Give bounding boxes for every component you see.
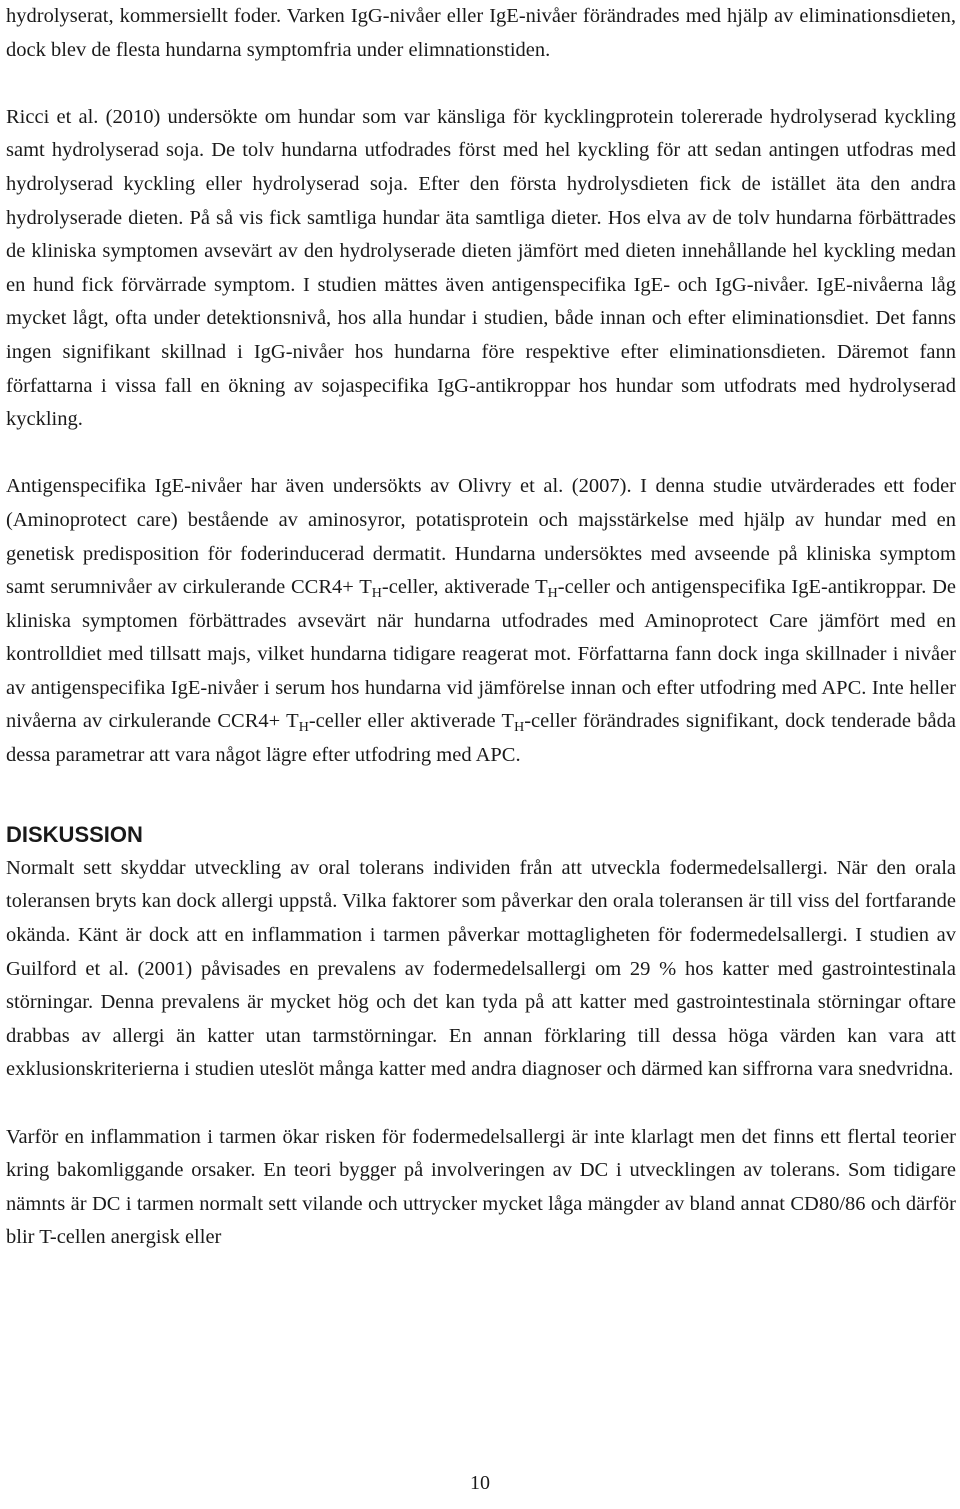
heading-spacer <box>6 806 956 818</box>
olivry-text-b: -celler, aktiverade T <box>381 576 548 599</box>
olivry-text-c: -celler och antigenspecifika IgE-antikroppar. De kliniska symptomen förbättrades avsevärt när hundarna utfodrades med Aminoprotect Care jämfört med en kontrolldiet med tillsatt majs, vilket hundarna tidigare reagerat mot. Författarna fann dock inga skillnader i nivåer av antigenspecifika IgE-nivåer i serum hos hundarna vid jämförelse innan och efter utfodring med APC. Inte heller nivåerna av cirkulerande CCR4+ T <box>6 576 957 733</box>
paragraph-spacer <box>6 773 956 807</box>
paragraph-spacer <box>6 437 956 471</box>
paragraph-spacer <box>6 67 956 101</box>
olivry-text-d: -celler eller aktiverade T <box>308 710 515 733</box>
olivry-text-a: Antigenspecifika IgE-nivåer har även undersökts av Olivry et al. (2007). I denna studie utvärderades ett foder (Aminoprotect care) bestående av aminosyror, potatisprotein och majsstärkelse med hjälp av hundar med en genetisk predisposition för foderinducerad dermatit. Hundarna undersöktes med avseende på kliniska symptom samt serumnivåer av cirkulerande CCR4+ T <box>6 475 956 599</box>
subscript-h: H <box>371 586 382 602</box>
subscript-h: H <box>547 586 558 602</box>
subscript-h: H <box>298 720 309 736</box>
paragraph-olivry <box>6 470 956 772</box>
paragraph-ricci: Ricci et al. (2010) undersökte om hundar som var känsliga för kycklingprotein tolererade hydrolyserad kyckling samt hydrolyserad soja. De tolv hundarna utfodrades först med hel kyckling för att sedan antingen utfodras med hydrolyserad kyckling eller hydrolyserad soja. Efter den första hydrolysdieten fick de istället äta den andra hydrolyserade dieten. På så vis fick samtliga hundar äta samtliga dieter. Hos elva av de tolv hundarna förbättrades de kliniska symptomen avsevärt av den hydrolyserade dieten jämfört med dieten innehållande hel kyckling medan en hund fick förvärrade symptom. I studien mättes även antigenspecifika IgE- och IgG-nivåer. IgE-nivåerna låg mycket lågt, ofta under detektionsnivå, hos alla hundar i studien, både innan och efter eliminationsdiet. Det fanns ingen signifikant skillnad i IgG-nivåer hos hundarna före respektive efter eliminationsdieten. Däremot fann författarna i vissa fall en ökning av sojaspecifika IgG-antikroppar hos hundar som utfodrats med hydrolyserad kyckling. <box>6 105 956 431</box>
paragraph-intro-continuation: hydrolyserat, kommersiellt foder. Varken IgG-nivåer eller IgE-nivåer förändrades med hjälp av eliminationsdieten, dock blev de flesta hundarna symptomfria under elimnationstiden. <box>6 5 956 61</box>
paragraph-spacer <box>6 1087 956 1121</box>
subscript-h: H <box>514 720 525 736</box>
page-number: 10 <box>470 1472 490 1494</box>
document-page <box>6 0 956 1255</box>
olivry-text-e: -celler förändrades signifikant, dock tenderade båda dessa parametrar att vara något lägre efter utfodring med APC. <box>6 710 957 767</box>
paragraph-diskussion-1: Normalt sett skyddar utveckling av oral tolerans individen från att utveckla fodermedelsallergi. När den orala toleransen bryts kan dock allergi uppstå. Vilka faktorer som påverkar den orala toleransen är till viss del fortfarande okända. Känt är dock att en inflammation i tarmen påverkar mottagligheten för fodermedelsallergi. I studien av Guilford et al. (2001) påvisades en prevalens av fodermedelsallergi om 29 % hos katter med gastrointestinala störningar. Denna prevalens är mycket hög och det kan tyda på att katter med gastrointestinala störningar oftare drabbas av allergi än katter utan tarmstörningar. En annan förklaring till dessa höga värden kan vara att exklusionskriterierna i studien uteslöt många katter med andra diagnoser och därmed kan siffrorna vara snedvridna. <box>6 856 956 1081</box>
paragraph-diskussion-2: Varför en inflammation i tarmen ökar risken för fodermedelsallergi är inte klarlagt men det finns ett flertal teorier kring bakomliggande orsaker. En teori bygger på involveringen av DC i utvecklingen av tolerans. Som tidigare nämnts är DC i tarmen normalt sett vilande och uttrycker mycket låga mängder av bland annat CD80/86 och därför blir T-cellen anergisk eller <box>6 1125 956 1249</box>
section-heading: DISKUSSION <box>6 822 143 848</box>
